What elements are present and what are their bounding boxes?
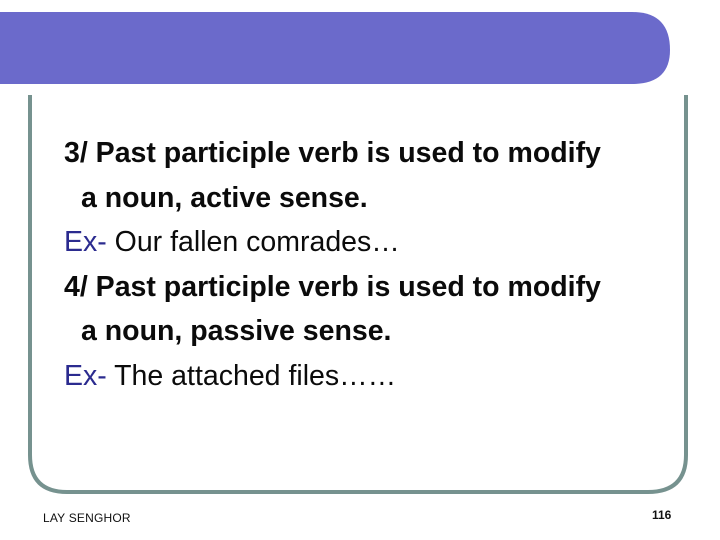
- rule-4: 4/ Past participle verb is used to modify: [64, 270, 601, 303]
- slide-body: [64, 131, 684, 398]
- rule-4-continuation: a noun, passive sense.: [81, 315, 392, 347]
- example-1-text: Our fallen comrades…: [106, 226, 400, 258]
- footer-author: LAY SENGHOR: [43, 511, 131, 525]
- slide-number: 116: [652, 508, 672, 522]
- example-2-text: The attached files……: [106, 359, 397, 392]
- header-band: [0, 12, 670, 84]
- rule-3: 3/ Past participle verb is used to modify: [64, 137, 601, 169]
- header-separator: [30, 92, 640, 95]
- example-2: [64, 354, 684, 399]
- rule-3-continuation: a noun, active sense.: [81, 181, 368, 214]
- example-label: Ex-: [64, 359, 107, 392]
- example-label: Ex-: [64, 226, 107, 258]
- example-1: [64, 220, 684, 265]
